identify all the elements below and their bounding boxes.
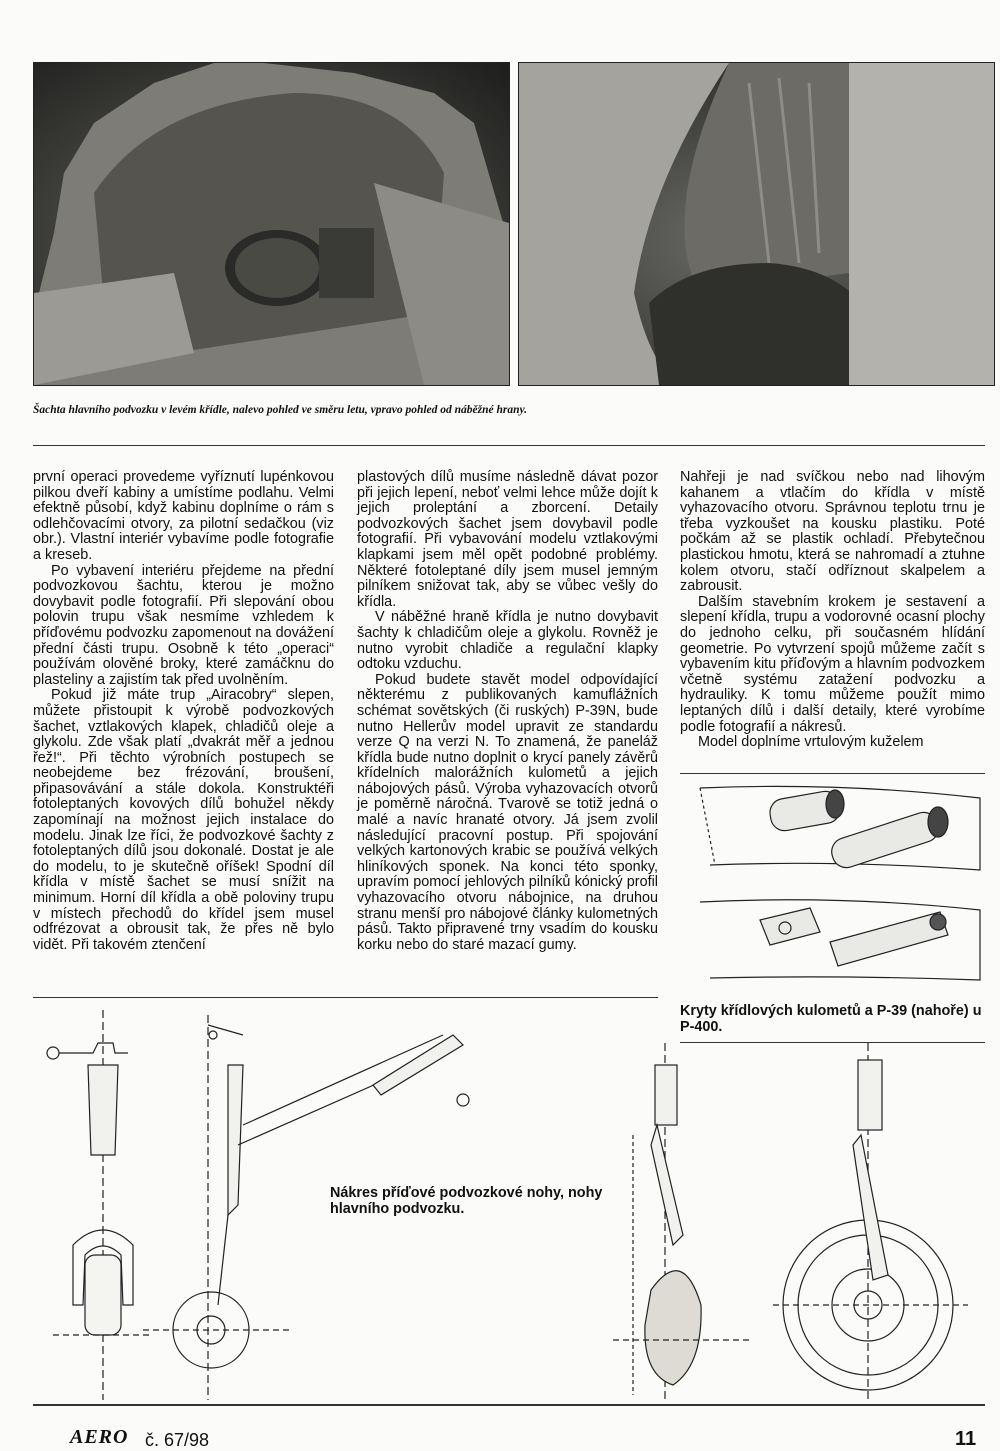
article-column-2 — [357, 470, 658, 953]
header-rule — [33, 445, 985, 446]
paragraph: Dalším stavebním krokem je sestavení a slepení křídla, trupu a vodorovné ocasní plochy do jednoho celku, při současném hlídání geometrie. Po vytvrzení spojů můžeme začít s vybavením kitu příďovým a hlavním podvozkem včetně systému zatažení podvozku a hydrauliky. K tomu můžeme použít mimo leptaných dílů i další detaily, které vyrobíme podle fotografií a nákresů. — [680, 593, 985, 735]
photo-caption: Šachta hlavního podvozku v levém křídle, nalevo pohled ve směru letu, vpravo pohled od náběžné hrany. — [33, 404, 528, 416]
photo-wheel-well-leading-edge — [518, 62, 995, 386]
paragraph: Nahřeji je nad svíčkou nebo nad lihovým kahanem a vtlačím do křídla v místě vyhazovacího otvoru. Správnou teplotu trnu je třeba vyzkoušet na kousku plastiku. Poté počkám až se plastik ochladí. Přebytečnou plastickou hmotu, která se nahromadí a ztuhne kolem otvoru, stačí odříznout skalpelem a zabrousit. — [680, 469, 985, 595]
guns-top-rule — [680, 773, 985, 774]
paragraph: Pokud již máte trup „Airacobry“ slepen, můžete přistoupit k výrobě podvozkových šachet, vztlakových klapek, chladičů oleje a glykolu. Zde však platí „dvakrát měř a jednou řež!“. Při těchto výrobních postupech se neobejdeme bez frézování, broušení, připasovávání a stále dokola. Konstruktéři fotoleptaných kovových dílů bohužel někdy zapomínají na možnost jejich instalace do modelu. Jinak lze říci, že podvozkové šachty z fotoleptaných dílů jsou dokonalé. Dostat je ale do modelu, to je skutečně oříšek! Spodní díl křídla v místě šachet se musí snížit na minimum. Horní díl křídla a obě poloviny trupu v místech přechodů do křídel jsem musel odfrézovat a obrousit tak, že přes ně bylo vidět. Při takovém ztenčení — [33, 687, 334, 953]
paragraph: Po vybavení interiéru přejdeme na přední podvozkovou šachtu, kterou je možno dovybavit podle fotografií. Při slepování obou polovin trupu však nesmíme vzhledem k příďovému podvozku zapomenout na dovážení přední části trupu. Osobně k této „operaci“ používám olověné broky, které zamáčknu do plasteliny a zajistím tak před uvolněním. — [33, 562, 334, 688]
paragraph: V náběžné hraně křídla je nutno dovybavit šachty k chladičům oleje a glykolu. Rovněž je nutno vyrobit chladiče a regulační klapky odtoku vzduchu. — [357, 609, 658, 673]
paragraph: Model doplníme vrtulovým kuželem — [698, 734, 924, 751]
gun-covers-drawing — [690, 780, 985, 990]
column-bottom-rule — [33, 997, 658, 998]
magazine-logo: AERO — [70, 1426, 129, 1448]
paragraph: plastových dílů musíme následně dávat pozor při jejich lepení, neboť velmi lehce může dojít k jejich proleptání a zborcení. Detaily podvozkových šachet jsem dovybavil podle fotografií. Při vybavování modelu vztlakovými klapkami jsem měl opět podobné problémy. Některé fotoleptané díly jsem musel jemným pilníkem snižovat tak, aby se vůbec vešly do křídla. — [357, 469, 658, 610]
landing-gear-caption: Nákres příďové podvozkové nohy, nohy hlavního podvozku. — [330, 1185, 603, 1217]
article-column-1 — [33, 470, 334, 953]
issue-number: č. 67/98 — [145, 1430, 210, 1450]
paragraph: první operaci provedeme vyříznutí lupénkovou pilkou dveří kabiny a umístíme podlahu. Velmi efektně působí, když kabinu doplníme o rám s odlehčovacími otvory, za pilotní sedačkou (viz obr.). Vlastní interiér vybavíme podle fotografie a kreseb. — [33, 469, 334, 563]
paragraph: Pokud budete stavět model odpovídající některému z publikovaných kamuflážních schémat sovětských (či ruských) P-39N, bude nutno Hellerův model upravit ze standardu verze Q na verzi N. To znamená, že paneláž křídla bude nutno doplnit o krycí panely závěrů křídelních malorážních kulometů a jejich nábojových pásů. Výroba vyhazovacích otvorů je poměrně náročná. Tvarově se totiž jedná o malé a navíc hranaté otvory. Já jsem zvolil následující pracovní postup. Při spojování velkých kartonových krabic se používá velkých hliníkových sponek. Na konci této sponky, upravím pomocí jehlových pilníků kónický profil vyhazovacího otvoru nábojnice, na druhou stranu menší pro nábojové články kulometných pásů. Takto připravené trny vsadím do kousku korku nebo do staré mazací gumy. — [357, 671, 658, 953]
photo-wheel-well-flight-direction — [33, 62, 510, 386]
gun-covers-caption: Kryty křídlových kulometů a P-39 (nahoře) u P-400. — [680, 1003, 982, 1035]
article-column-3 — [680, 470, 985, 751]
footer-rule — [33, 1404, 985, 1406]
page-number: 11 — [955, 1428, 977, 1450]
